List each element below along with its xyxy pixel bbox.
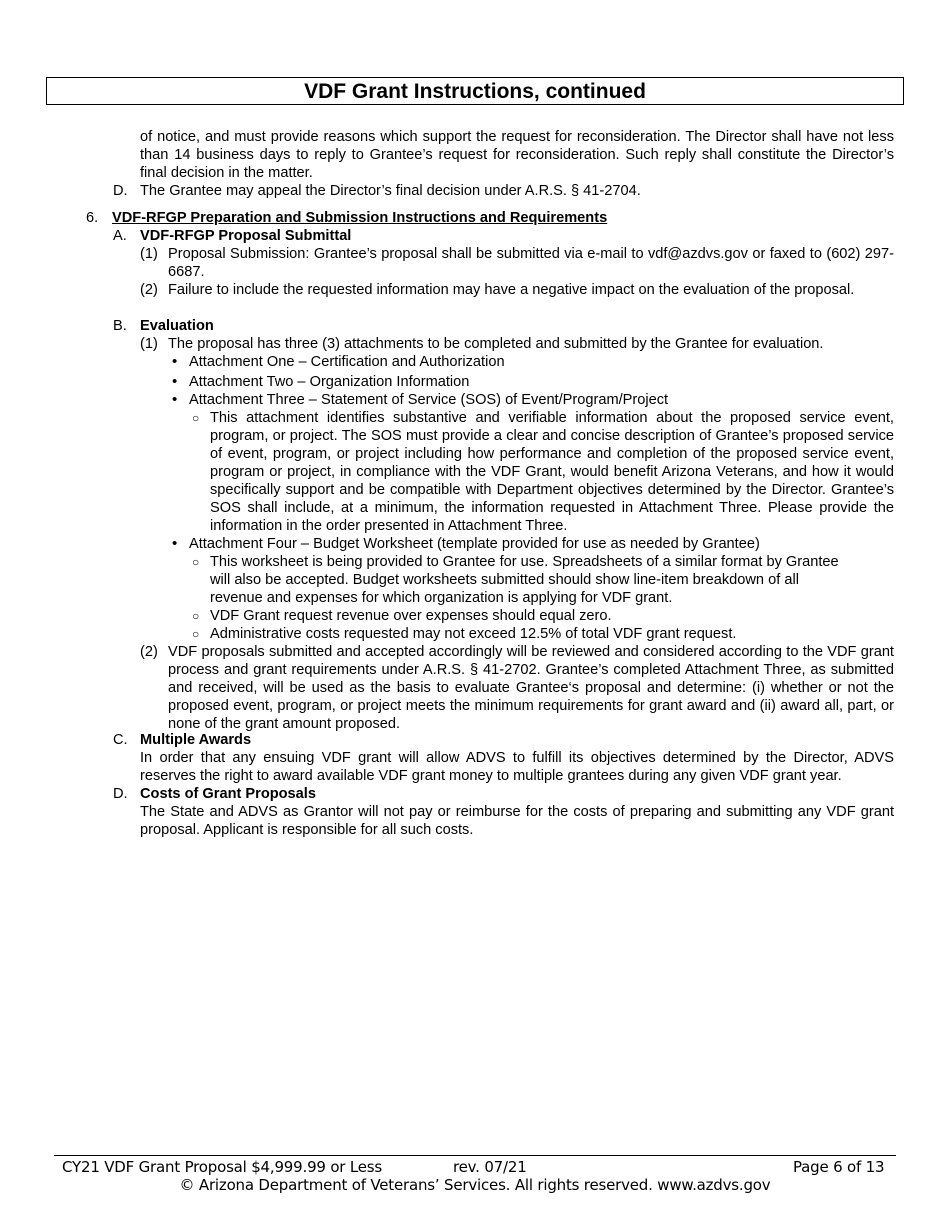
circle-bullet-icon: ○	[192, 411, 200, 425]
subsection-b-heading: Evaluation	[140, 318, 214, 334]
b-item1-label: (1)	[140, 336, 158, 352]
item-d-label: D.	[113, 183, 128, 199]
subsection-d-label: D.	[113, 786, 128, 802]
subsection-c-text: In order that any ensuing VDF grant will allow ADVS to fulfill its objectives determined by the Director, ADVS reserves the right to award available VDF grant money to multiple grantees during any given VDF grant year.	[140, 750, 894, 784]
subsection-a-label: A.	[113, 228, 127, 244]
attachment-two: Attachment Two – Organization Information	[189, 374, 470, 390]
a-item2-text: Failure to include the requested information may have a negative impact on the evaluation of the proposal.	[168, 282, 855, 298]
b-item2-label: (2)	[140, 644, 158, 660]
a-item1-label: (1)	[140, 246, 158, 262]
page-title: VDF Grant Instructions, continued	[46, 77, 904, 105]
worksheet-note-line1: This worksheet is being provided to Grantee for use. Spreadsheets of a similar format by Grantee	[210, 554, 839, 570]
worksheet-zero-note: VDF Grant request revenue over expenses should equal zero.	[210, 608, 612, 624]
section-number: 6.	[86, 210, 99, 226]
footer-copyright: © Arizona Department of Veterans’ Services. All rights reserved. www.azdvs.gov	[179, 1176, 771, 1194]
circle-bullet-icon: ○	[192, 627, 200, 641]
footer-page-number: Page 6 of 13	[793, 1158, 885, 1176]
bullet-icon: •	[172, 353, 178, 370]
a-item1-text: Proposal Submission: Grantee’s proposal shall be submitted via e-mail to vdf@azdvs.gov or faxed to (602) 297-6687.	[168, 246, 894, 280]
section-heading: VDF-RFGP Preparation and Submission Instructions and Requirements	[112, 210, 608, 226]
attachment-three-description: This attachment identifies substantive and verifiable information about the proposed service event, program, or project. The SOS must provide a clear and concise description of Grantee’s proposed service of event, program, or project including how performance and completion of the proposed service event, program or project, in compliance with the VDF Grant, would benefit Arizona Veterans, and how it would specifically support and be compatible with Department objectives determined by the Director. Grantee’s SOS shall include, at a minimum, the information requested in Attachment Three. Please provide the information in the order presented in Attachment Three.	[210, 410, 894, 534]
subsection-d-heading: Costs of Grant Proposals	[140, 786, 316, 802]
circle-bullet-icon: ○	[192, 555, 200, 569]
subsection-b-label: B.	[113, 318, 127, 334]
a-item2-label: (2)	[140, 282, 158, 298]
footer-revision: rev. 07/21	[453, 1158, 527, 1176]
continued-paragraph: of notice, and must provide reasons which support the request for reconsideration. The Director shall have not less than 14 business days to reply to Grantee’s request for reconsideration. Such reply shall constitute the Director’s final decision in the matter.	[140, 129, 894, 181]
subsection-d-text: The State and ADVS as Grantor will not pay or reimburse for the costs of preparing and submitting any VDF grant proposal. Applicant is responsible for all such costs.	[140, 804, 894, 838]
bullet-icon: •	[172, 373, 178, 390]
footer-document-name: CY21 VDF Grant Proposal $4,999.99 or Less	[62, 1158, 382, 1176]
subsection-c-label: C.	[113, 732, 128, 748]
b-item1-text: The proposal has three (3) attachments to be completed and submitted by the Grantee for evaluation.	[168, 336, 824, 352]
attachment-one: Attachment One – Certification and Authorization	[189, 354, 505, 370]
worksheet-note-line3: revenue and expenses for which organization is applying for VDF grant.	[210, 590, 673, 606]
subsection-a-heading: VDF-RFGP Proposal Submittal	[140, 228, 352, 244]
worksheet-admin-note: Administrative costs requested may not exceed 12.5% of total VDF grant request.	[210, 626, 737, 642]
worksheet-note-line2: will also be accepted. Budget worksheets submitted should show line-item breakdown of all	[210, 572, 799, 588]
attachment-three: Attachment Three – Statement of Service (SOS) of Event/Program/Project	[189, 392, 669, 408]
bullet-icon: •	[172, 391, 178, 408]
footer-divider	[54, 1155, 896, 1156]
bullet-icon: •	[172, 535, 178, 552]
circle-bullet-icon: ○	[192, 609, 200, 623]
attachment-four: Attachment Four – Budget Worksheet (template provided for use as needed by Grantee)	[189, 536, 760, 552]
item-d-text: The Grantee may appeal the Director’s final decision under A.R.S. § 41-2704.	[140, 183, 641, 199]
subsection-c-heading: Multiple Awards	[140, 732, 252, 748]
b-item2-text: VDF proposals submitted and accepted accordingly will be reviewed and considered according to the VDF grant process and grant requirements under A.R.S. § 41-2702. Grantee’s completed Attachment Three, as submitted and received, will be used as the basis to evaluate Grantee‘s proposal and determine: (i) whether or not the proposed event, program, or project meets the minimum requirements for grant award and (ii) award all, part, or none of the grant amount proposed.	[168, 644, 894, 732]
